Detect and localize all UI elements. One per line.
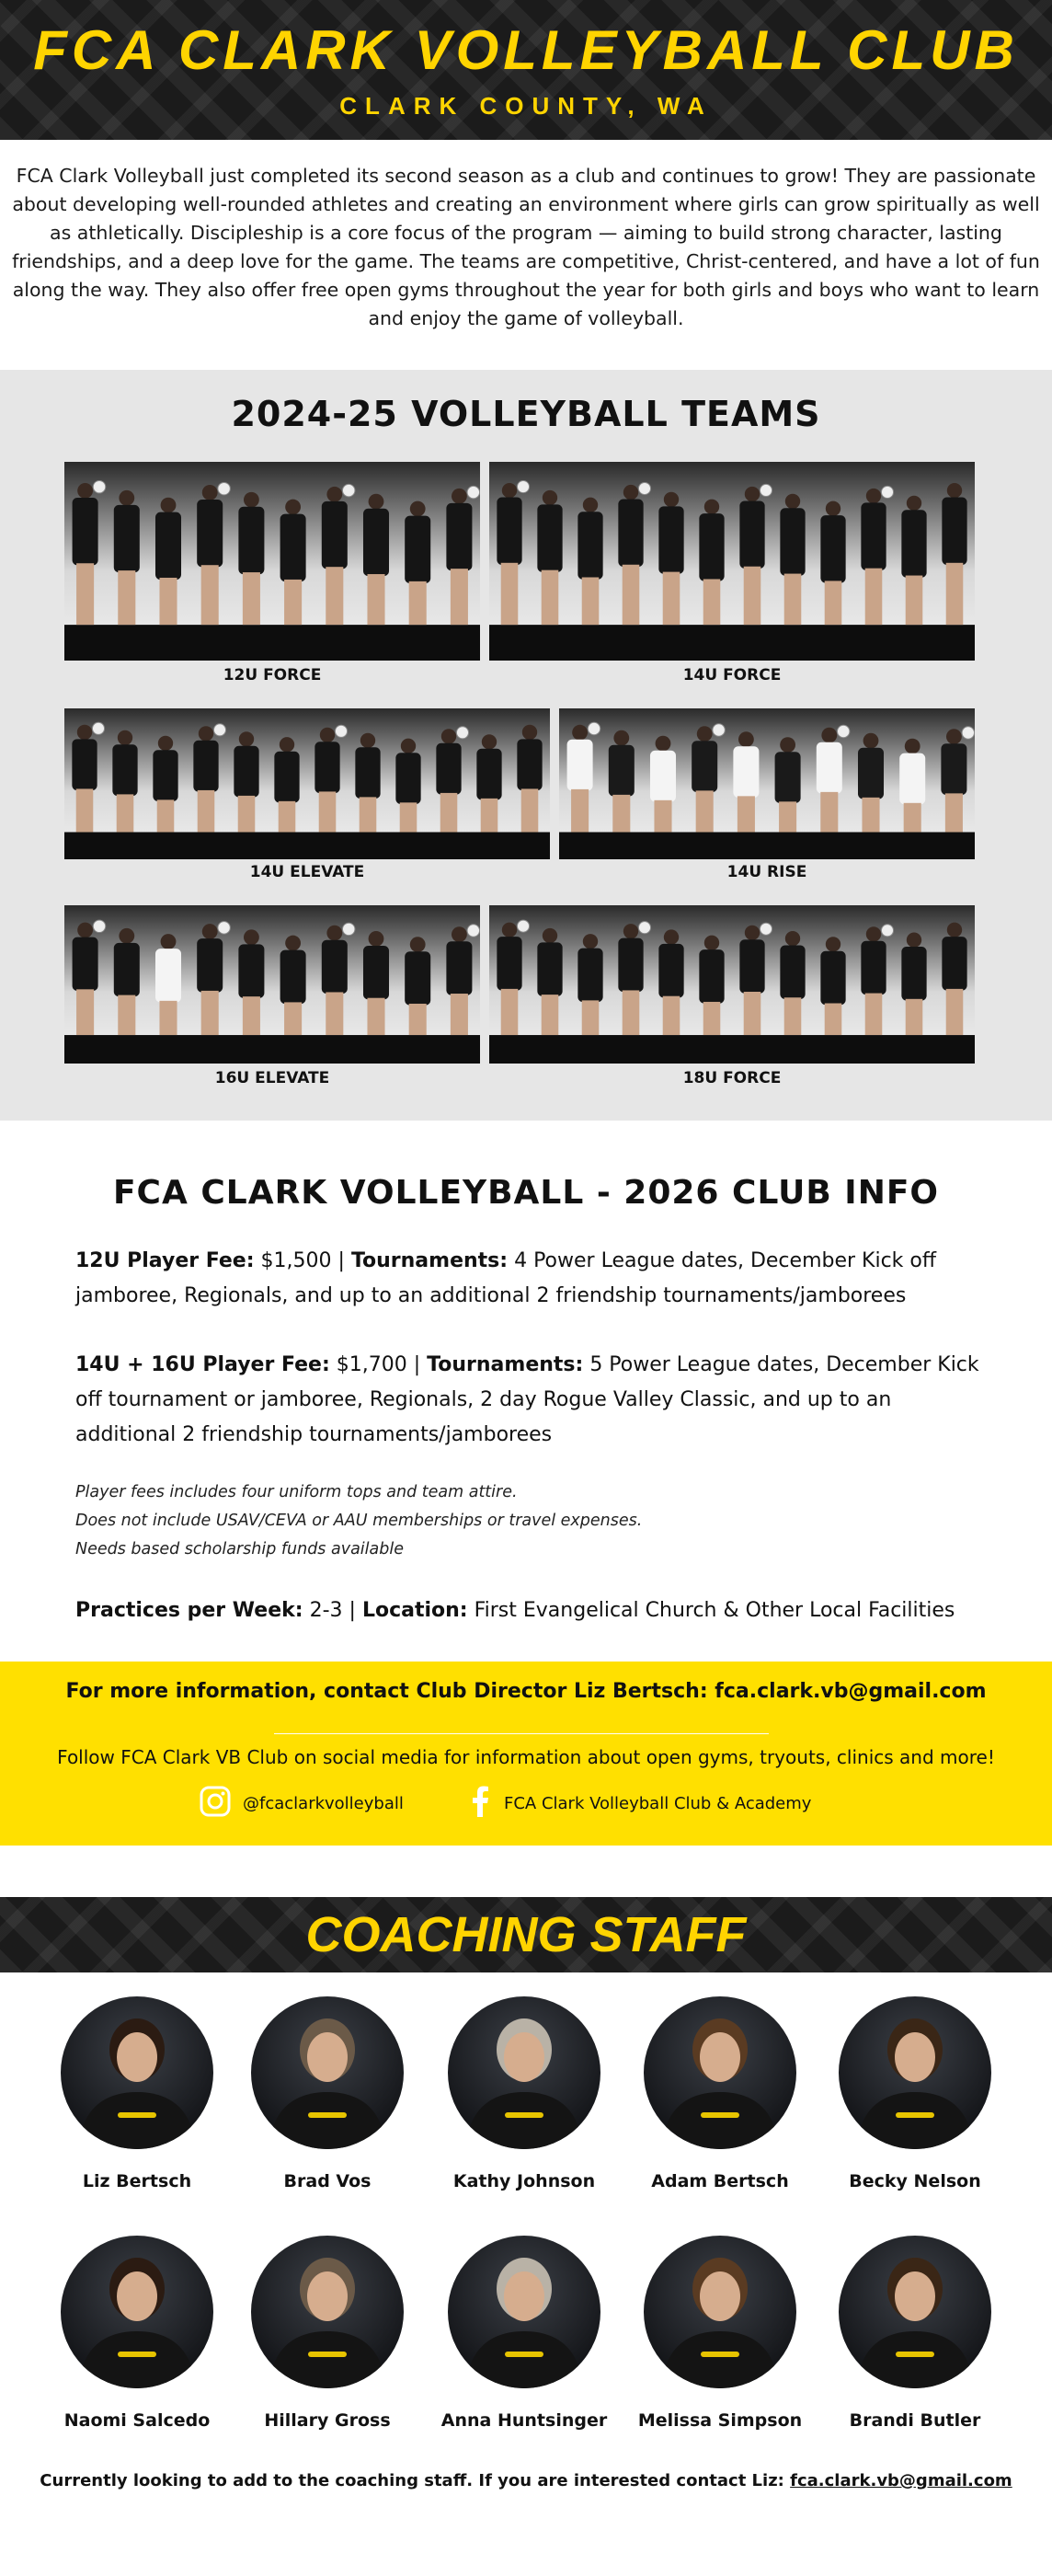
coach-name: Brad Vos	[283, 2171, 372, 2191]
coach-photo	[448, 2236, 600, 2388]
separator: |	[337, 1249, 345, 1272]
location-label: Location:	[361, 1599, 468, 1622]
fee-14u-16u-value: $1,700	[336, 1353, 407, 1376]
follow-line: Follow FCA Clark VB Club on social media for information about open gyms, tryouts, clinics and more!	[57, 1746, 995, 1768]
tournaments-14u-16u: 5 Power League dates, December Kick off tournament or jamboree, Regionals, 2 day Rogue Valley Classic, and up to an additional 2 friendship tournaments/jamborees	[75, 1353, 979, 1446]
coach-photo	[839, 2236, 991, 2388]
separator: |	[349, 1599, 356, 1622]
team-photo-12u-force	[64, 462, 480, 661]
team-label: 14U RISE	[726, 863, 807, 881]
facebook-icon	[467, 1785, 493, 1823]
separator: |	[413, 1353, 421, 1376]
coach-name: Brandi Butler	[849, 2410, 981, 2431]
header-banner	[0, 0, 1052, 140]
coach-name: Anna Huntsinger	[440, 2410, 608, 2431]
instagram-handle: @fcaclarkvolleyball	[243, 1794, 404, 1813]
team-label: 14U ELEVATE	[249, 863, 365, 881]
facebook-page: FCA Clark Volleyball Club & Academy	[504, 1794, 812, 1813]
coach-name: Kathy Johnson	[452, 2171, 596, 2191]
team-photo-14u-force	[489, 462, 975, 661]
contact-section	[0, 1662, 1052, 1846]
coach-photo	[644, 1996, 796, 2149]
fee-12u-paragraph	[75, 1244, 986, 1314]
location-value: First Evangelical Church & Other Local Facilities	[474, 1599, 955, 1622]
facebook-link[interactable]	[467, 1785, 811, 1823]
coaching-banner	[0, 1897, 1052, 1972]
coach-name: Becky Nelson	[849, 2171, 981, 2191]
recruit-email-link[interactable]: fca.clark.vb@gmail.com	[790, 2471, 1012, 2490]
team-photo-14u-elevate	[64, 708, 550, 859]
coach-photo	[644, 2236, 796, 2388]
club-info-heading: FCA CLARK VOLLEYBALL - 2026 CLUB INFO	[112, 1174, 940, 1212]
tournaments-label: Tournaments:	[350, 1249, 509, 1272]
tournaments-12u: 4 Power League dates, December Kick off jamboree, Regionals, and up to an additional 2 friendship tournaments/jamborees	[75, 1249, 937, 1307]
coach-name: Hillary Gross	[264, 2410, 391, 2431]
coach-photo	[61, 1996, 213, 2149]
intro-paragraph: FCA Clark Volleyball just completed its second season as a club and continues to grow! They are passionate about developing well-rounded athletes and creating an environment where girls can grow spiritually as well as athletically. Discipleship is a core focus of the program — aiming to build strong character, lasting friendships, and a deep love for the game. The teams are competitive, Christ-centered, and have a lot of fun along the way. They also offer free open gyms throughout the year for both girls and boys who want to learn and enjoy the game of volleyball.	[12, 165, 1040, 329]
coaching-heading: COACHING STAFF	[305, 1907, 747, 1962]
fee-14u-16u-label: 14U + 16U Player Fee:	[75, 1353, 330, 1376]
recruit-note	[0, 2471, 1052, 2490]
contact-divider	[274, 1733, 769, 1734]
fee-12u-label: 12U Player Fee:	[75, 1249, 255, 1272]
coach-name: Liz Bertsch	[82, 2171, 192, 2191]
team-label: 12U FORCE	[223, 666, 322, 684]
contact-line: For more information, contact Club Director Liz Bertsch: fca.clark.vb@gmail.com	[65, 1680, 987, 1703]
team-label: 14U FORCE	[682, 666, 782, 684]
teams-section	[0, 370, 1052, 1121]
coach-photo	[61, 2236, 213, 2388]
tournaments-label: Tournaments:	[427, 1353, 584, 1376]
instagram-link[interactable]	[199, 1785, 404, 1823]
team-photo-16u-elevate	[64, 905, 480, 1064]
coach-photo	[251, 1996, 404, 2149]
coach-name: Melissa Simpson	[637, 2410, 803, 2431]
instagram-icon	[199, 1785, 232, 1823]
coach-name: Naomi Salcedo	[63, 2410, 211, 2431]
team-label: 18U FORCE	[682, 1069, 782, 1087]
fee-14u-16u-paragraph	[75, 1348, 986, 1453]
teams-heading: 2024-25 VOLLEYBALL TEAMS	[231, 394, 821, 434]
practices-label: Practices per Week:	[75, 1599, 303, 1622]
fee-12u-value: $1,500	[260, 1249, 332, 1272]
club-location: CLARK COUNTY, WA	[339, 92, 713, 120]
coach-name: Adam Bertsch	[651, 2171, 789, 2191]
fee-note: Does not include USAV/CEVA or AAU memberships or travel expenses.	[75, 1512, 643, 1530]
coach-photo	[839, 1996, 991, 2149]
team-photo-18u-force	[489, 905, 975, 1064]
practices-value: 2-3	[309, 1599, 343, 1622]
coach-photo	[448, 1996, 600, 2149]
practices-paragraph	[75, 1593, 986, 1628]
fee-note: Player fees includes four uniform tops and team attire.	[75, 1483, 518, 1501]
coach-photo	[251, 2236, 404, 2388]
recruit-text: Currently looking to add to the coaching staff. If you are interested contact Liz:	[40, 2471, 784, 2490]
team-photo-14u-rise	[559, 708, 975, 859]
team-label: 16U ELEVATE	[214, 1069, 330, 1087]
fee-note: Needs based scholarship funds available	[75, 1540, 404, 1558]
club-title: FCA CLARK VOLLEYBALL CLUB	[33, 19, 1019, 81]
